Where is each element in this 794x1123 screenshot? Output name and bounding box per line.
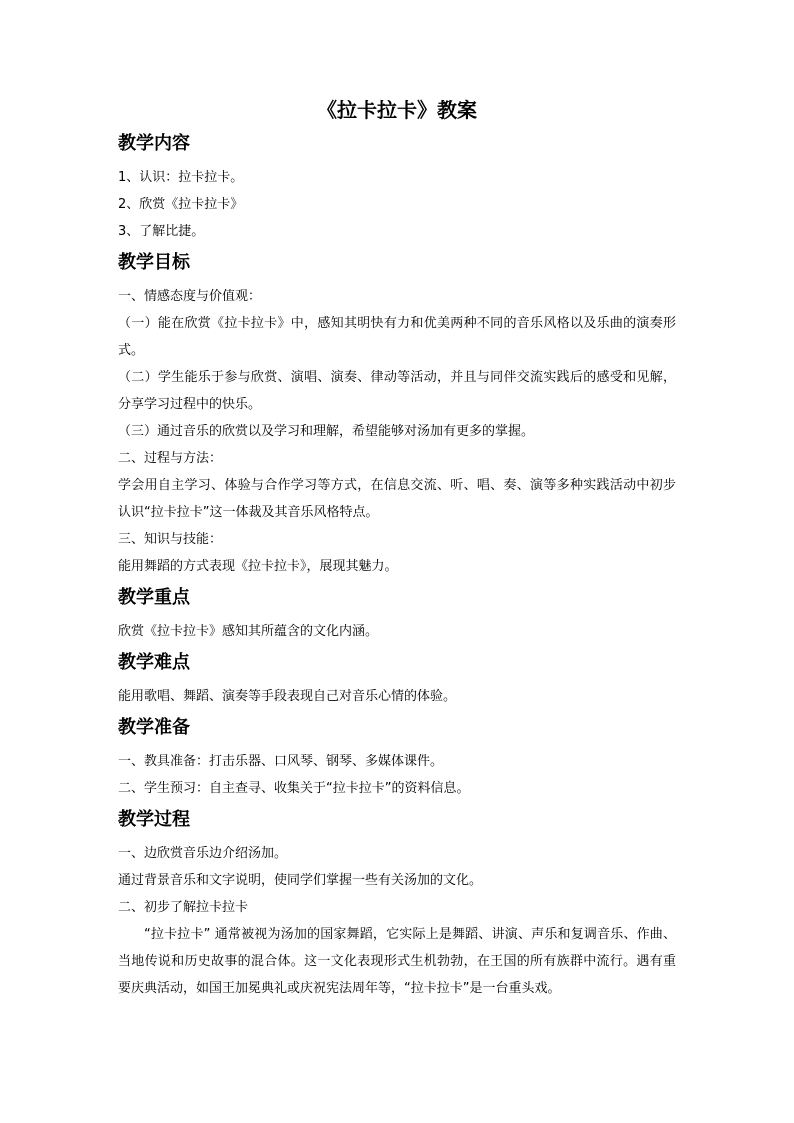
paragraph: 欣赏《拉卡拉卡》感知其所蕴含的文化内涵。	[118, 624, 379, 639]
document-title: 《拉卡拉卡》教案	[317, 98, 477, 122]
paragraph: 能用歌唱、舞蹈、演奏等手段表现自己对音乐心情的体验。	[118, 689, 457, 704]
section-heading: 教学准备	[118, 717, 190, 738]
paragraph: 通过背景音乐和文字说明，使同学们掌握一些有关汤加的文化。	[118, 873, 483, 888]
paragraph: 一、边欣赏音乐边介绍汤加。	[118, 846, 288, 861]
section	[118, 651, 676, 710]
section	[118, 132, 676, 245]
paragraph: 一、教具准备：打击乐器、口风琴、钢琴、多媒体课件。	[118, 754, 444, 769]
paragraph: （三）通过音乐的欣赏以及学习和理解，希望能够对汤加有更多的掌握。	[118, 424, 535, 439]
paragraph: 1、认识：拉卡拉卡。	[118, 170, 244, 185]
section-heading: 教学内容	[118, 133, 190, 154]
paragraph: 二、初步了解拉卡拉卡	[118, 900, 249, 915]
paragraph: “拉卡拉卡” 通常被视为汤加的国家舞蹈，它实际上是舞蹈、讲演、声乐和复调音乐、作曲、当地传说和历史故事的混合体。这一文化表现形式生机勃勃，在王国的所有族群中流行。遇有重要庆典活动，如国王加冕典礼或庆祝宪法周年等，“拉卡拉卡”是一台重头戏。	[118, 927, 676, 996]
paragraph: 二、过程与方法：	[118, 451, 223, 466]
paragraph: （一）能在欣赏《拉卡拉卡》中，感知其明快有力和优美两种不同的音乐风格以及乐曲的演奏形式。	[118, 316, 676, 358]
section-heading: 教学过程	[118, 809, 190, 830]
paragraph: 三、知识与技能：	[118, 532, 223, 547]
section	[118, 716, 676, 802]
paragraph: 能用舞蹈的方式表现《拉卡拉卡》，展现其魅力。	[118, 559, 398, 574]
paragraph: 2、欣赏《拉卡拉卡》	[118, 197, 244, 212]
section-heading: 教学重点	[118, 587, 190, 608]
paragraph: 3、了解比捷。	[118, 224, 205, 239]
section-heading: 教学难点	[118, 652, 190, 673]
paragraph: 学会用自主学习、体验与合作学习等方式，在信息交流、听、唱、奏、演等多种实践活动中初步认识“拉卡拉卡”这一体裁及其音乐风格特点。	[118, 478, 676, 520]
paragraph: （二）学生能乐于参与欣赏、演唱、演奏、律动等活动，并且与同伴交流实践后的感受和见解，分享学习过程中的快乐。	[118, 370, 676, 412]
section-heading: 教学目标	[118, 252, 190, 273]
section	[118, 808, 676, 1002]
section	[118, 251, 676, 580]
document-body	[118, 132, 676, 1002]
paragraph: 一、情感态度与价值观：	[118, 289, 262, 304]
section	[118, 586, 676, 645]
paragraph: 二、学生预习：自主查寻、收集关于“拉卡拉卡”的资料信息。	[118, 781, 470, 796]
